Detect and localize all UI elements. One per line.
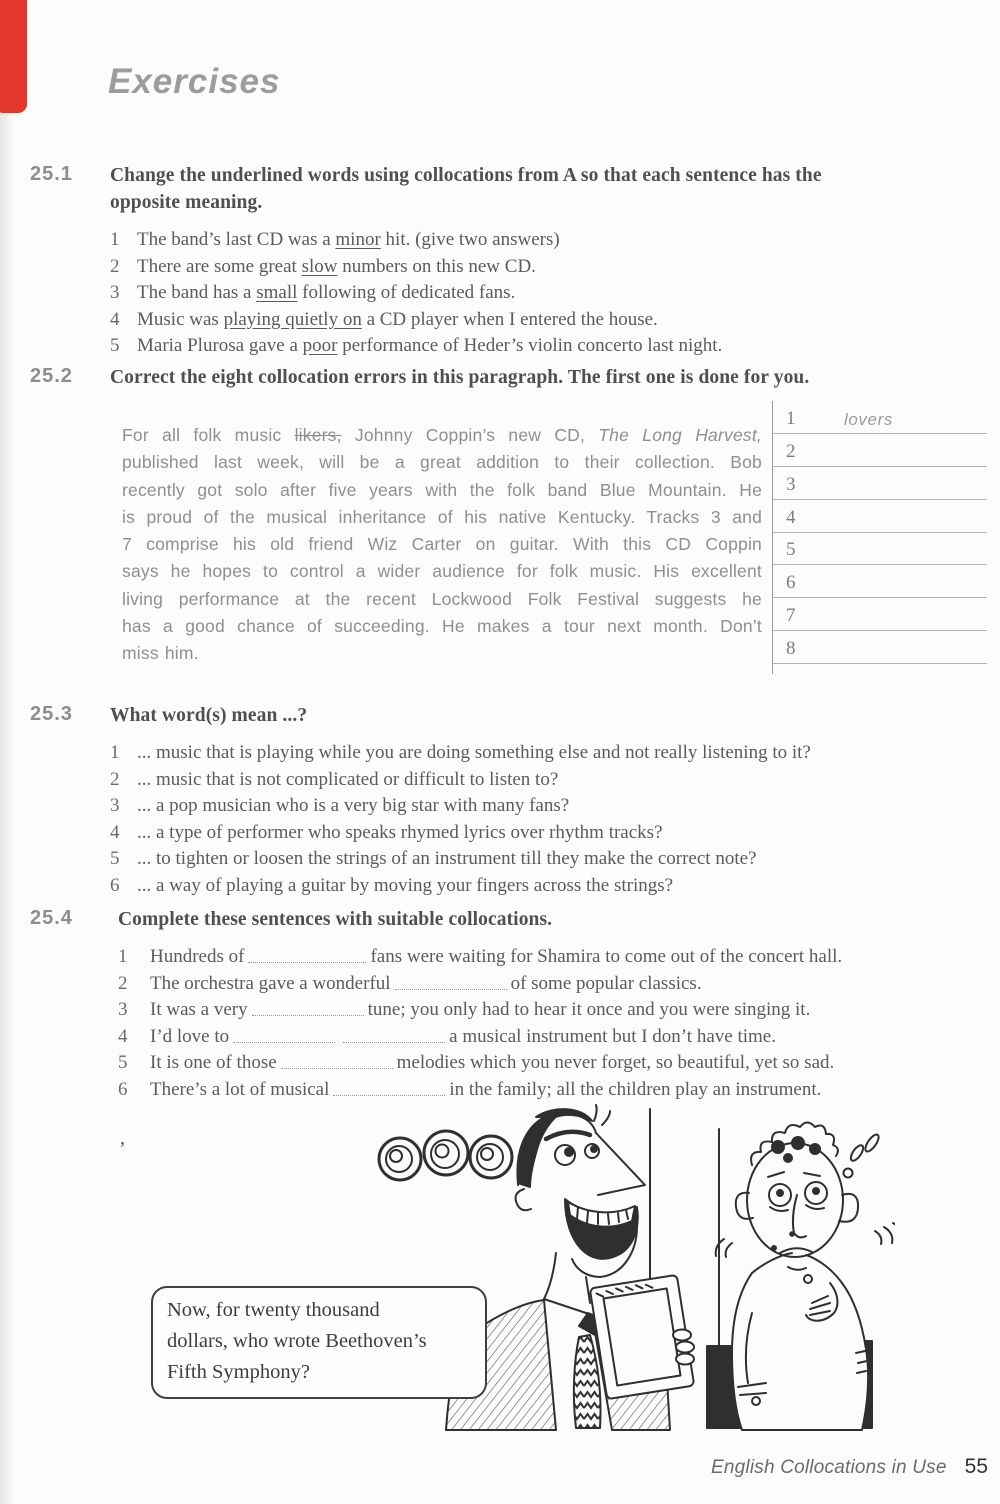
exercise-25-2 xyxy=(0,364,1000,694)
red-corner-tab xyxy=(0,0,27,113)
exercise-item: 2 The orchestra gave a wonderful of some popular classics. xyxy=(118,972,702,994)
exercise-heading: Change the underlined words using collocations from A so that each sentence has the opposite meaning. xyxy=(110,165,822,213)
answer-row: 1 lovers xyxy=(773,401,987,434)
answer-row: 4 xyxy=(773,500,987,533)
answer-lines xyxy=(772,401,987,674)
exercise-heading: What word(s) mean ...? xyxy=(110,705,308,726)
answer-row: 7 xyxy=(773,598,987,631)
exercise-item: 6 There’s a lot of musical in the family; all the children play an instrument. xyxy=(118,1078,822,1100)
answer-row: 8 xyxy=(773,631,987,664)
exercise-item: 3 ... a pop musician who is a very big star with many fans? xyxy=(110,795,570,817)
sweat-drops-icon xyxy=(844,1133,882,1178)
answer-blank xyxy=(252,1002,364,1016)
scan-artifact-mark: ’ xyxy=(119,1138,126,1160)
exercise-number: 25.2 xyxy=(30,365,73,387)
speech-text: dollars, who wrote Beethoven’s xyxy=(167,1330,427,1352)
exercise-item: 3 The band has a small following of dedicated fans. xyxy=(110,282,516,304)
struck-word: likers, xyxy=(294,425,342,445)
answer-blank xyxy=(395,976,507,990)
exercise-item: 1 Hundreds of fans were waiting for Shamira to come out of the concert hall. xyxy=(118,946,843,967)
exercise-item: 5 ... to tighten or loosen the strings of an instrument till they make the correct note? xyxy=(110,848,757,870)
exercise-number: 25.4 xyxy=(30,907,73,929)
answer-blank xyxy=(343,1029,445,1043)
exercise-item: 5 It is one of those melodies which you never forget, so beautiful, yet so sad. xyxy=(118,1052,835,1074)
exercise-item: 1 ... music that is playing while you are doing something else and not really listening to it? xyxy=(110,742,811,763)
speech-text: Now, for twenty thousand xyxy=(167,1299,380,1321)
underlined-word: minor xyxy=(335,229,381,250)
book-title: English Collocations in Use xyxy=(711,1457,947,1478)
exercise-25-1 xyxy=(0,162,1000,360)
exercise-item-list xyxy=(118,944,970,1104)
exercise-25-4 xyxy=(0,906,1000,1104)
exercise-item: 2 There are some great slow numbers on this new CD. xyxy=(110,255,536,277)
underlined-word: poor xyxy=(302,335,338,357)
exercise-item: 4 ... a type of performer who speaks rhymed lyrics over rhythm tracks? xyxy=(110,821,663,843)
handwritten-answer: lovers xyxy=(844,409,893,429)
exercise-item-list xyxy=(110,227,970,360)
answer-blank xyxy=(281,1055,393,1069)
exercise-item: 5 Maria Plurosa gave a poor performance of Heder’s violin concerto last night. xyxy=(110,335,723,357)
exercise-heading: Complete these sentences with suitable collocations. xyxy=(118,909,553,930)
exercise-item: 4 I’d love to a musical instrument but I don’t have time. xyxy=(118,1025,776,1047)
cd-title: The Long Harvest, xyxy=(598,425,762,445)
exercise-item: 1 The band’s last CD was a minor hit. (give two answers) xyxy=(110,229,560,250)
collocation-paragraph: For all folk music likers, Johnny Coppin’s new CD, The Long Harvest, published last week, will be a great addition to their collection. Bob recently got solo after five years with the folk band Blue Mountain. He is proud of the musical inheritance of his native Kentucky. Tracks 3 and 7 comprise his old friend Wiz Carter on guitar. With this CD Coppin says he hopes to control a wider audience for folk music. His excellent living performance at the recent Lockwood Folk Festival suggests he has a good chance of succeeding. He makes a tour next month. Don’t miss him. xyxy=(122,425,762,664)
exercise-item: 2 ... music that is not complicated or difficult to listen to? xyxy=(110,768,559,790)
answer-blank xyxy=(233,1029,335,1043)
answer-blank xyxy=(333,1082,445,1096)
answer-row: 6 xyxy=(773,565,987,598)
exercise-item: 4 Music was playing quietly on a CD player when I entered the house. xyxy=(110,308,658,330)
page-title: Exercises xyxy=(108,62,281,101)
underlined-word: small xyxy=(256,282,298,304)
underlined-word: slow xyxy=(301,255,338,277)
exercise-item: 6 ... a way of playing a guitar by moving your fingers across the strings? xyxy=(110,874,674,896)
exercise-25-3 xyxy=(0,702,1000,900)
exercise-heading: Correct the eight collocation errors in this paragraph. The first one is done for you. xyxy=(110,367,810,388)
underlined-word: playing quietly on xyxy=(223,308,362,330)
page-number: 55 xyxy=(964,1455,988,1478)
contestant-figure xyxy=(707,1123,895,1431)
answer-row: 5 xyxy=(773,533,987,566)
speech-bubble xyxy=(151,1286,487,1399)
answer-row: 2 xyxy=(773,434,987,467)
exercise-item-list xyxy=(110,740,970,900)
answer-blank xyxy=(248,949,366,963)
answer-row: 3 xyxy=(773,467,987,500)
exercise-item: 3 It was a very tune; you only had to hear it once and you were singing it. xyxy=(118,999,811,1021)
speech-text: Fifth Symphony? xyxy=(167,1361,310,1383)
exercise-number: 25.1 xyxy=(30,163,73,185)
exercise-number: 25.3 xyxy=(30,703,73,725)
page-footer xyxy=(711,1455,988,1479)
studio-lights-icon xyxy=(379,1131,512,1180)
